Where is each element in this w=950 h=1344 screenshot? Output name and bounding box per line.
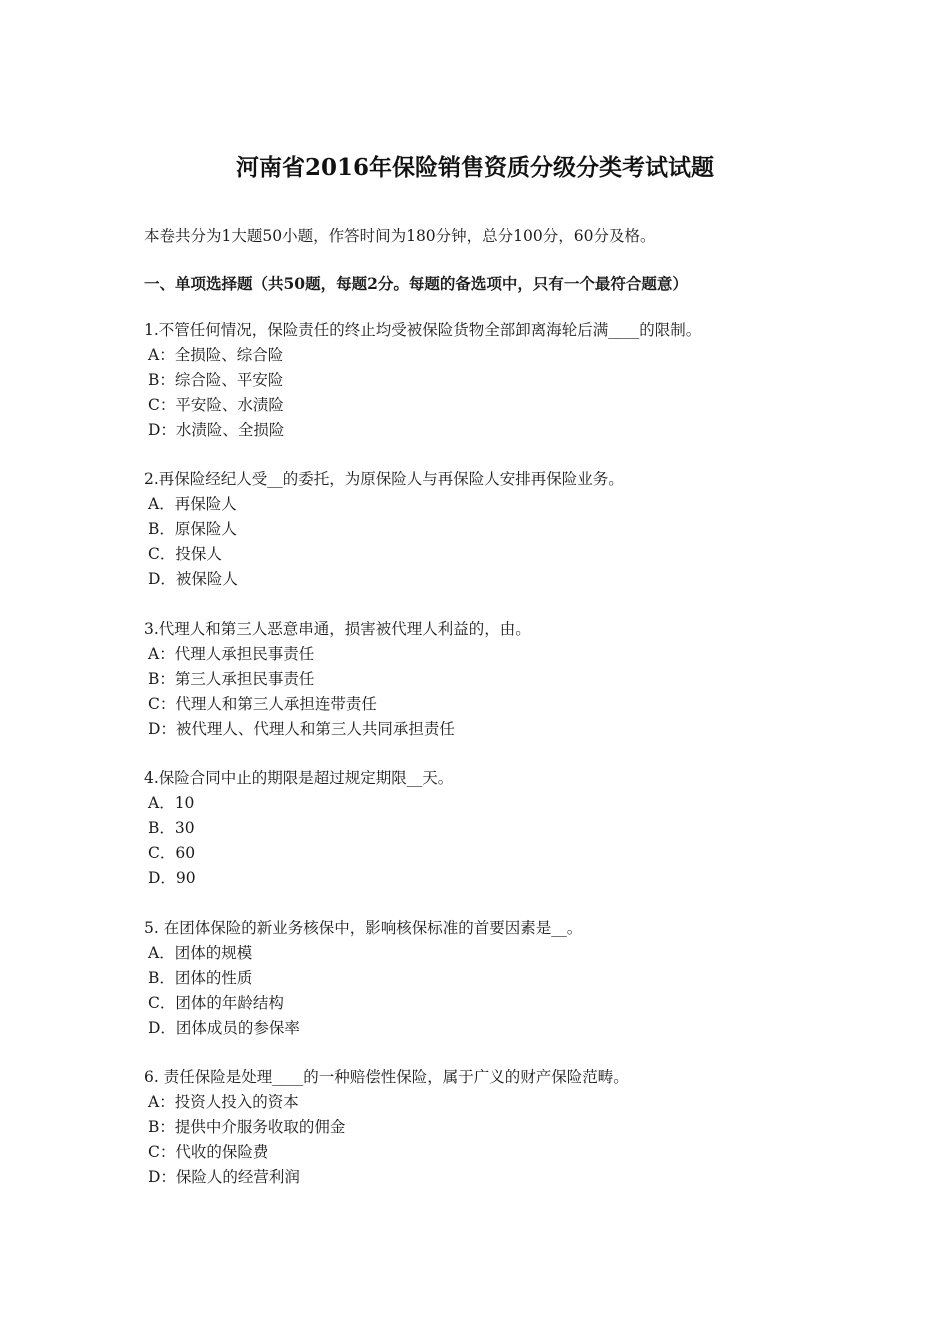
option-d: D：保险人的经营利润 — [148, 1167, 300, 1186]
option-b: B．原保险人 — [148, 520, 237, 539]
option-d: D．90 — [148, 869, 196, 888]
option-b: B．团体的性质 — [148, 968, 253, 987]
question-stem: 1.不管任何情况，保险责任的终止均受被保险货物全部卸离海轮后满____的限制。 — [144, 321, 702, 339]
option-d: D．被保险人 — [148, 570, 238, 589]
question-6 — [144, 1065, 834, 1190]
option-c: C．团体的年龄结构 — [148, 993, 284, 1012]
option-d: D：水渍险、全损险 — [148, 421, 285, 439]
option-b: B：综合险、平安险 — [148, 371, 284, 389]
question-stem: 3.代理人和第三人恶意串通，损害被代理人利益的，由。 — [144, 619, 531, 638]
question-stem: 6. 责任保险是处理____的一种赔偿性保险，属于广义的财产保险范畴。 — [144, 1067, 629, 1086]
section-heading: 一、单项选择题（共50题，每题2分。每题的备选项中，只有一个最符合题意） — [144, 274, 688, 293]
option-d: D：被代理人、代理人和第三人共同承担责任 — [148, 719, 455, 738]
option-a: A．团体的规模 — [148, 943, 253, 962]
option-a: A．再保险人 — [148, 495, 237, 514]
question-stem: 5. 在团体保险的新业务核保中，影响核保标准的首要因素是__。 — [144, 918, 583, 937]
option-b: B．30 — [148, 819, 195, 838]
document-title: 河南省2016年保险销售资质分级分类考试试题 — [235, 154, 714, 181]
option-b: B：第三人承担民事责任 — [148, 669, 315, 688]
document-body — [144, 224, 834, 1214]
question-5 — [144, 916, 834, 1041]
option-b: B：提供中介服务收取的佣金 — [148, 1117, 346, 1136]
question-stem: 4.保险合同中止的期限是超过规定期限__天。 — [144, 769, 454, 788]
option-a: A：全损险、综合险 — [148, 346, 284, 364]
option-d: D．团体成员的参保率 — [148, 1018, 300, 1037]
exam-intro: 本卷共分为1大题50小题，作答时间为180分钟，总分100分，60分及格。 — [144, 227, 656, 245]
option-c: C．60 — [148, 844, 196, 863]
question-1 — [144, 318, 834, 443]
option-c: C：平安险、水渍险 — [148, 396, 284, 414]
option-a: A．10 — [148, 794, 195, 813]
question-4 — [144, 766, 834, 891]
question-2 — [144, 467, 834, 592]
option-c: C：代收的保险费 — [148, 1142, 269, 1161]
question-3 — [144, 617, 834, 742]
option-a: A：代理人承担民事责任 — [148, 644, 315, 663]
question-stem: 2.再保险经纪人受__的委托，为原保险人与再保险人安排再保险业务。 — [144, 470, 624, 489]
option-c: C．投保人 — [148, 545, 222, 564]
option-a: A：投资人投入的资本 — [148, 1092, 299, 1111]
option-c: C：代理人和第三人承担连带责任 — [148, 694, 377, 713]
